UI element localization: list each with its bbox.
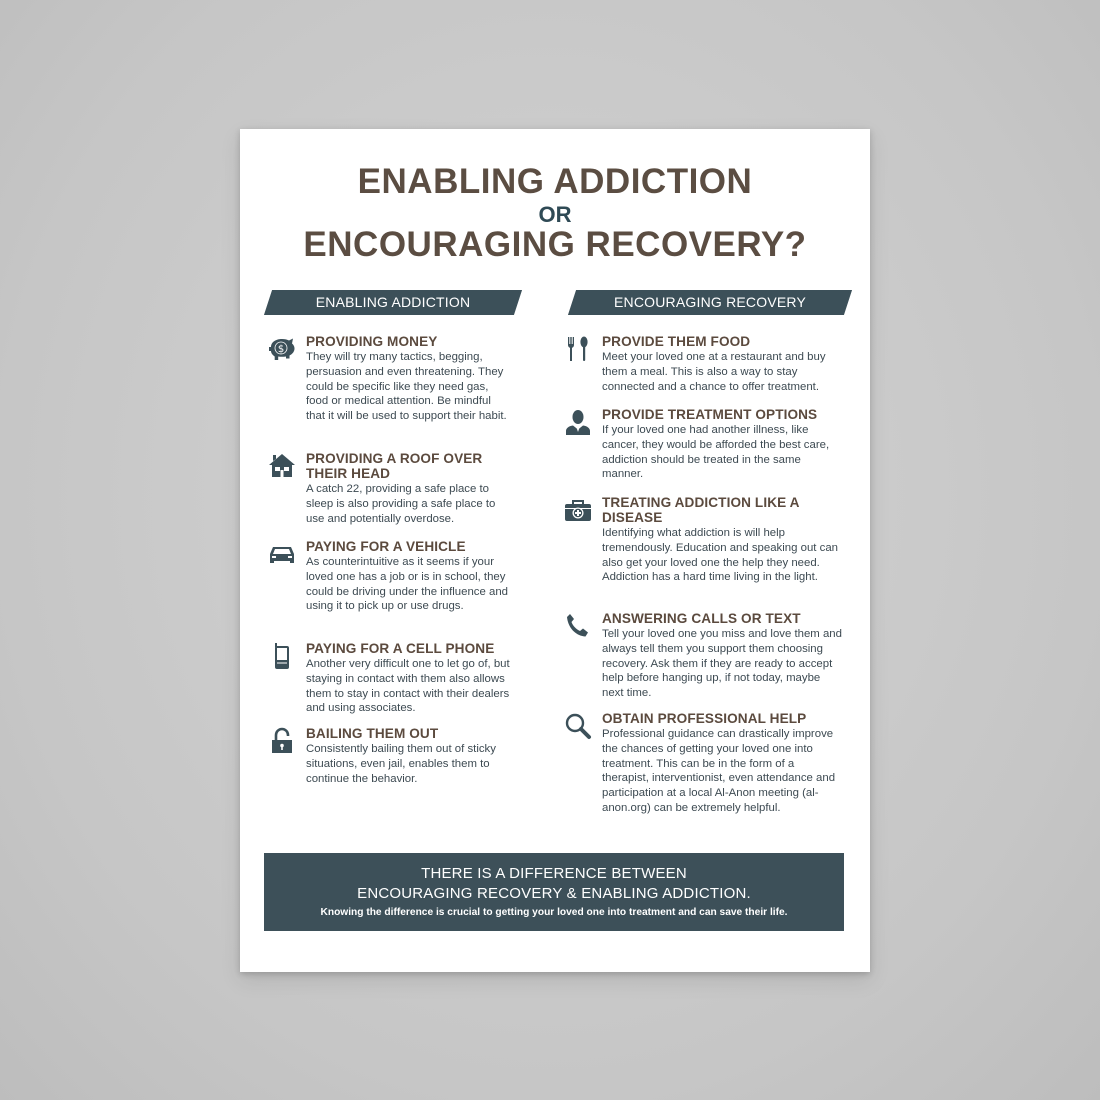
medical-kit-icon	[563, 495, 593, 525]
poster-title-line-1: ENABLING ADDICTION	[357, 162, 753, 201]
summary-banner	[264, 853, 844, 931]
item-title: BAILING THEM OUT	[306, 726, 439, 741]
enabling-column-header-label: ENABLING ADDICTION	[315, 294, 471, 310]
piggy-bank-icon	[267, 334, 297, 364]
item-title: OBTAIN PROFESSIONAL HELP	[602, 711, 807, 726]
cell-phone-icon	[267, 641, 297, 671]
car-icon	[267, 539, 297, 569]
item-title: PROVIDING A ROOF OVER THEIR HEAD	[306, 451, 483, 481]
house-icon	[267, 451, 297, 481]
poster-title-or: OR	[538, 202, 572, 227]
item-description: A catch 22, providing a safe place to sleep is also providing a safe place to use and potentially overdose.	[306, 483, 496, 525]
svg-text:$: $	[277, 344, 285, 355]
banner-line-2: ENCOURAGING RECOVERY & ENABLING ADDICTION.	[357, 885, 751, 902]
item-title: PROVIDING MONEY	[306, 334, 438, 349]
unlocked-padlock-icon	[267, 726, 297, 756]
item-description: Meet your loved one at a restaurant and buy them a meal. This is also a way to stay connected and a chance to offer treatment.	[602, 351, 826, 393]
item-title: PAYING FOR A VEHICLE	[306, 539, 466, 554]
item-description: If your loved one had another illness, like cancer, they would be afforded the best care, addiction should be treated in the same manner.	[602, 424, 830, 481]
recovery-column-header-label: ENCOURAGING RECOVERY	[614, 294, 806, 310]
phone-handset-icon	[563, 611, 593, 641]
magnifying-glass-icon	[563, 711, 593, 741]
item-title: TREATING ADDICTION LIKE A DISEASE	[602, 495, 800, 525]
item-description: Identifying what addiction is will help tremendously. Education and speaking out can also get your loved one the help they need. Addiction has a hard time living in the light.	[602, 527, 838, 584]
item-description: Tell your loved one you miss and love them and always tell them you support them choosing recovery. Ask them if they are ready to accept help before hanging up, if not today, maybe next time.	[602, 628, 842, 700]
item-title: ANSWERING CALLS OR TEXT	[602, 611, 801, 626]
item-title: PROVIDE THEM FOOD	[602, 334, 751, 349]
fork-spoon-icon	[563, 334, 593, 364]
item-description: They will try many tactics, begging, persuasion and even threatening. They could be specific like they need gas, food or medical attention. Be mindful that it will be used to support their habit.	[306, 351, 507, 423]
banner-line-1: THERE IS A DIFFERENCE BETWEEN	[421, 865, 687, 882]
item-title: PROVIDE TREATMENT OPTIONS	[602, 407, 818, 422]
recovery-column-header	[572, 290, 848, 315]
item-description: Another very difficult one to let go of, but staying in contact with them also allows them to stay in contact with their dealers and using associates.	[306, 658, 510, 715]
banner-subtext: Knowing the difference is crucial to getting your loved one into treatment and can save their life.	[320, 907, 788, 918]
item-description: Consistently bailing them out of sticky situations, even jail, enables them to continue the behavior.	[306, 743, 496, 785]
enabling-column-header	[268, 290, 518, 315]
poster-title-line-2: ENCOURAGING RECOVERY?	[303, 225, 807, 264]
item-title: PAYING FOR A CELL PHONE	[306, 641, 495, 656]
item-description: Professional guidance can drastically improve the chances of getting your loved one into treatment. This can be in the form of a therapist, interventionist, even attendance and participation at a local Al-Anon meeting (al-anon.org) can be extremely helpful.	[602, 728, 836, 814]
person-icon	[563, 407, 593, 437]
poster-sheet	[240, 129, 870, 972]
item-description: As counterintuitive as it seems if your loved one has a job or is in school, they could be driving under the influence and using it to pick up or use drugs.	[306, 556, 509, 613]
